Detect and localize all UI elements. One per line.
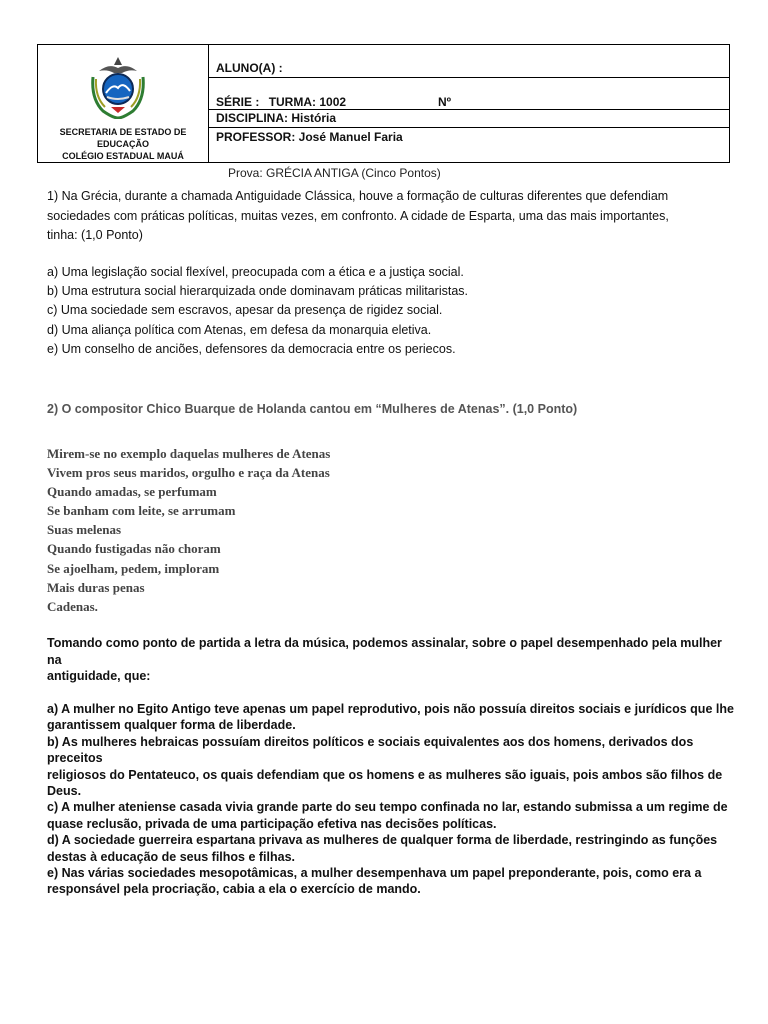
q1-line-2: sociedades com práticas políticas, muitas vezes, em confronto. A cidade de Esparta, uma das mais importantes,	[47, 208, 669, 223]
q1-option-d: d) Uma aliança política com Atenas, em defesa da monarquia eletiva.	[47, 322, 432, 337]
song-lyrics	[47, 444, 330, 616]
q1-options	[47, 263, 737, 359]
school-cell	[38, 45, 209, 162]
aluno-row	[209, 45, 729, 78]
lyric-line: Se banham com leite, se arrumam	[47, 503, 236, 519]
exam-title: Prova: GRÉCIA ANTIGA (Cinco Pontos)	[228, 166, 441, 180]
q2-option-line: e) Nas várias sociedades mesopotâmicas, a mulher desempenhava um papel preponderante, pois, como era a	[47, 866, 702, 881]
q2-option-line: Deus.	[47, 784, 82, 799]
q1-option-e: e) Um conselho de anciões, defensores da democracia entre os periecos.	[47, 341, 456, 356]
lyric-line: Vivem pros seus maridos, orgulho e raça da Atenas	[47, 465, 330, 481]
school-name	[38, 126, 208, 162]
disciplina-label: DISCIPLINA: História	[216, 111, 337, 125]
q1-option-b: b) Uma estrutura social hierarquizada onde dominavam práticas militaristas.	[47, 284, 469, 299]
q2-prompt-line-1: Tomando como ponto de partida a letra da música, podemos assinalar, sobre o papel desempenhado pela mulher na	[47, 636, 722, 667]
lyric-line: Suas melenas	[47, 522, 122, 538]
lyric-line: Mais duras penas	[47, 579, 145, 595]
q1-option-c: c) Uma sociedade sem escravos, apesar da presença de rigidez social.	[47, 303, 443, 318]
q1-line-1: 1) Na Grécia, durante a chamada Antiguidade Clássica, houve a formação de culturas diferentes que defendiam	[47, 189, 669, 203]
q2-prompt-line-2: antiguidade, que:	[47, 669, 151, 683]
q2-option-line: religiosos do Pentateuco, os quais defendiam que os homens e as mulheres são iguais, pois ambos são filhos de	[47, 767, 723, 782]
lyric-line: Se ajoelham, pedem, imploram	[47, 560, 220, 576]
professor-label: PROFESSOR: José Manuel Faria	[216, 130, 403, 144]
lyric-line: Quando amadas, se perfumam	[47, 484, 217, 500]
q2-options	[47, 701, 737, 898]
q2-option-line: c) A mulher ateniense casada vivia grande parte do seu tempo confinada no lar, estando submissa a um regime de	[47, 800, 728, 815]
school-line-3: COLÉGIO ESTADUAL MAUÁ	[62, 151, 184, 161]
school-line-2: EDUCAÇÃO	[96, 139, 149, 149]
q2-option-line: b) As mulheres hebraicas possuíam direitos políticos e sociais equivalentes aos dos homens, derivados dos preceitos	[47, 734, 694, 766]
lyric-line: Quando fustigadas não choram	[47, 541, 221, 557]
q2-prompt	[47, 635, 737, 685]
state-seal-icon	[89, 55, 147, 119]
q2-heading: 2) O compositor Chico Buarque de Holanda cantou em “Mulheres de Atenas”. (1,0 Ponto)	[47, 402, 578, 416]
q1-option-a: a) Uma legislação social flexível, preocupada com a ética e a justiça social.	[47, 265, 464, 279]
q2-option-line: d) A sociedade guerreira espartana privava as mulheres de qualquer forma de liberdade, restringindo as funções	[47, 833, 718, 848]
serie-label: SÉRIE :	[216, 95, 260, 109]
numero-label: Nº	[438, 95, 452, 109]
q1-line-3: tinha: (1,0 Ponto)	[47, 228, 143, 242]
lyric-line: Mirem-se no exemplo daquelas mulheres de Atenas	[47, 446, 331, 461]
serie-row	[209, 78, 729, 110]
q2-option-line: a) A mulher no Egito Antigo teve apenas um papel reprodutivo, pois não possuía direitos sociais e jurídicos que lhe	[47, 702, 734, 716]
turma-label: TURMA:	[268, 95, 317, 109]
q2-option-line: destas à educação de seus filhos e filhas.	[47, 849, 296, 864]
q2-option-line: garantissem qualquer forma de liberdade.	[47, 718, 296, 733]
header-table	[37, 44, 730, 163]
professor-row	[209, 128, 729, 162]
aluno-label: ALUNO(A) :	[216, 61, 283, 75]
question-1	[47, 187, 737, 246]
school-line-1: SECRETARIA DE ESTADO DE	[59, 127, 187, 137]
disciplina-row	[209, 110, 729, 128]
q2-option-line: responsável pela procriação, cabia a ela o exercício de mando.	[47, 882, 421, 897]
turma-value: 1002	[319, 95, 347, 109]
q2-option-line: quase reclusão, privada de uma participação efetiva nas decisões políticas.	[47, 816, 497, 831]
student-info-cell	[209, 45, 729, 162]
lyric-line: Cadenas.	[47, 598, 98, 614]
